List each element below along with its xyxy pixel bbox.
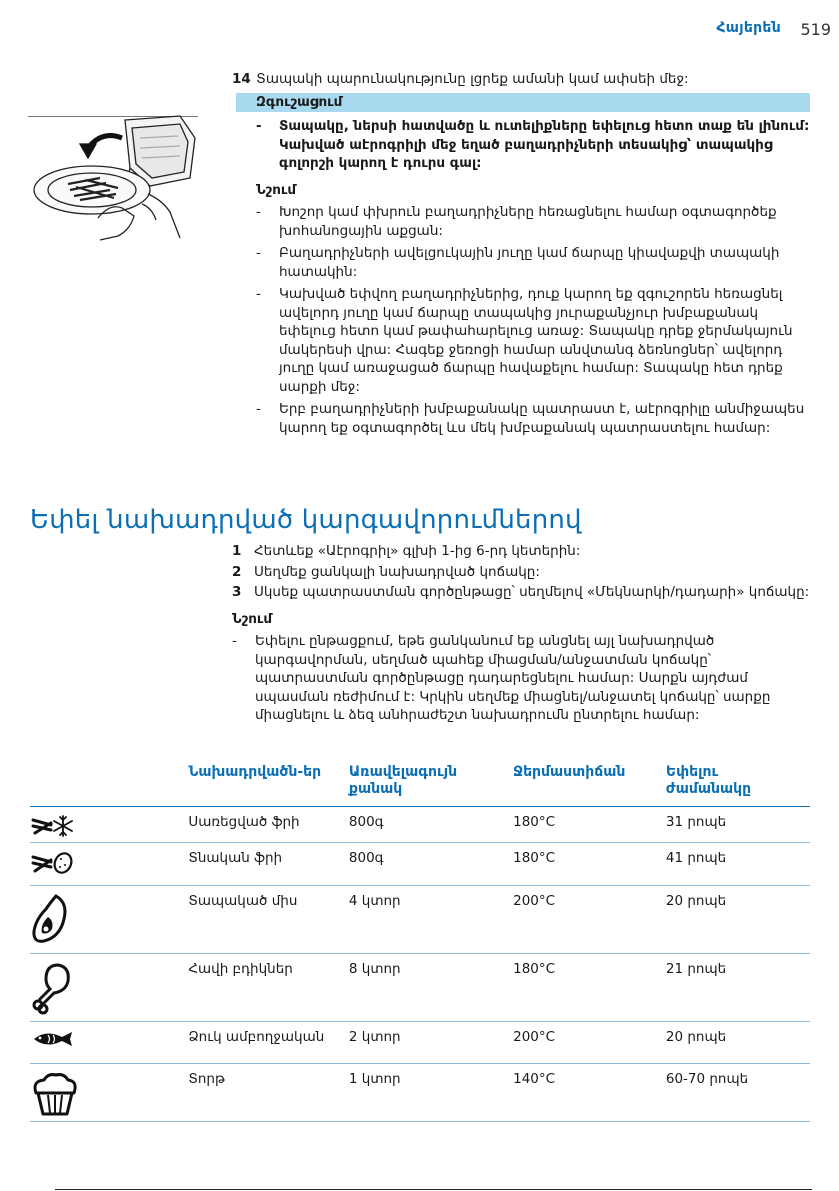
note-item: - Խոշոր կամ փխրուն բաղադրիչները հեռացնելու համար օգտագործեք խոհանոցային աքցան: [256,203,814,240]
preset-temp: 180°C [513,807,666,843]
note-label: Նշում [256,181,297,198]
note-item: - Կախված եփվող բաղադրիչներից, դուք կարող եք զգուշորեն հեռացնել ավելորդ յուղը կամ ճարպը տապակից յուրաքանչյուր խմբաքանակ եփելուց հետո կամ թափահարելուց առաջ: Տապակը դրեք ջերմակայուն մակերեսի վրա: Հագեք ջեռոցի համար անվտանգ ձեռնոցներ՝ ավելորդ յուղը կամ առաջացած ճարպը հավաքելու համար: Տապակը հետ դրեք սարքի մեջ: [256,285,814,396]
table-row [30,1064,810,1122]
table-header-row [30,760,810,807]
step-item [232,542,812,561]
note-item: - Եփելու ընթացքում, եթե ցանկանում եք անցնել այլ նախադրված կարգավորման, սեղմած պահեք միացման/անջատման կոճակը՝ պատրաստման գործընթացը դադարեցնելու համար: Սարքն այդժամ սպասման ռեժիմում է: Կրկին սեղմեք միացնել/անջատել կոճակը՝ սարքը միացնելու և ձեզ անհրաժեշտ նախադրումն ընտրելու համար: [232,632,792,725]
preset-name: Տնական ֆրի [188,843,349,886]
col-header-cook-time: Եփելու ժամանակը [666,760,810,807]
note-item: - Երբ բաղադրիչների խմբաքանակը պատրաստ է, աէրոգրիլը անմիջապես կարող եք օգտագործել ևս մեկ խմբաքանակ պատրաստելու համար: [256,400,814,437]
step-text: Տապակի պարունակությունը լցրեք ամանի կամ ափսեի մեջ: [256,71,689,87]
table-row [30,954,810,1022]
preset-time: 31 րոպե [666,807,810,843]
step-text: Հետևեք «Աէրոգրիլ» գլխի 1-ից 6-րդ կետերին: [254,543,581,559]
preset-qty: 800գ [349,807,513,843]
step-number: 1 [232,543,242,559]
footer-rule [55,1189,812,1190]
preset-name: Սառեցված ֆրի [188,807,349,843]
preset-qty: 8 կտոր [349,954,513,1022]
muffin-icon [30,1071,80,1117]
caution-text: - Տապակը, ներսի հատվածը և ուտելիքները եփելուց հետո տաք են լինում: Կախված աէրոգրիլի մեջ եղած բաղադրիչների տեսակից՝ տապակից գոլորշի կարող է դուրս գալ: [256,117,814,173]
preset-qty: 800գ [349,843,513,886]
preset-name: Հավի բդիկներ [188,954,349,1022]
caution-section [256,117,814,441]
preset-name: Տապակած միս [188,886,349,954]
preset-qty: 2 կտոր [349,1022,513,1064]
fish-icon [30,1029,76,1049]
preset-time: 21 րոպե [666,954,810,1022]
homemade-fries-icon [30,850,74,876]
caution-label: Զգուշացում [256,94,343,110]
col-header-max-qty: Առավելագույն քանակ [349,760,513,807]
meat-steak-icon [30,893,70,945]
col-header-presets: Նախադրվածն-եր [188,760,349,807]
header-language: Հայերեն [716,20,781,36]
step-item [232,583,812,602]
table-row [30,1022,810,1064]
preset-time: 20 րոպե [666,886,810,954]
chicken-drumstick-icon [30,961,72,1015]
note-item: - Բաղադրիչների ավելցուկային յուղը կամ ճարպը կիավաքվի տապակի հատակին: [256,244,814,281]
col-header-temperature: Ջերմաստիճան [513,760,666,807]
preset-qty: 1 կտոր [349,1064,513,1122]
step-text: Սեղմեք ցանկալի նախադրված կոճակը: [254,563,540,580]
step-item [232,563,812,582]
page-number: 519 [800,20,831,39]
presets-table [30,760,810,1122]
step-number: 14 [232,71,251,87]
note-label: Նշում [232,610,273,627]
step-14 [232,70,812,88]
step-number: 2 [232,563,242,580]
pour-fries-illustration [30,108,200,243]
preset-time: 20 րոպե [666,1022,810,1064]
preset-name: Տորթ [188,1064,349,1122]
table-row [30,886,810,954]
step-number: 3 [232,584,242,600]
preset-qty: 4 կտոր [349,886,513,954]
table-row [30,807,810,843]
preset-temp: 180°C [513,843,666,886]
section-title: Եփել նախադրված կարգավորումներով [30,505,582,535]
preset-temp: 180°C [513,954,666,1022]
frozen-fries-icon [30,814,74,838]
preset-name: Ձուկ ամբողջական [188,1022,349,1064]
preset-temp: 140°C [513,1064,666,1122]
preset-temp: 200°C [513,1022,666,1064]
table-row [30,843,810,886]
preset-temp: 200°C [513,886,666,954]
preset-time: 60-70 րոպե [666,1064,810,1122]
preset-time: 41 րոպե [666,843,810,886]
step-text: Սկսեք պատրաստման գործընթացը՝ սեղմելով «Մեկնարկի/դադարի» կոճակը: [254,584,810,600]
steps-list [232,542,812,729]
